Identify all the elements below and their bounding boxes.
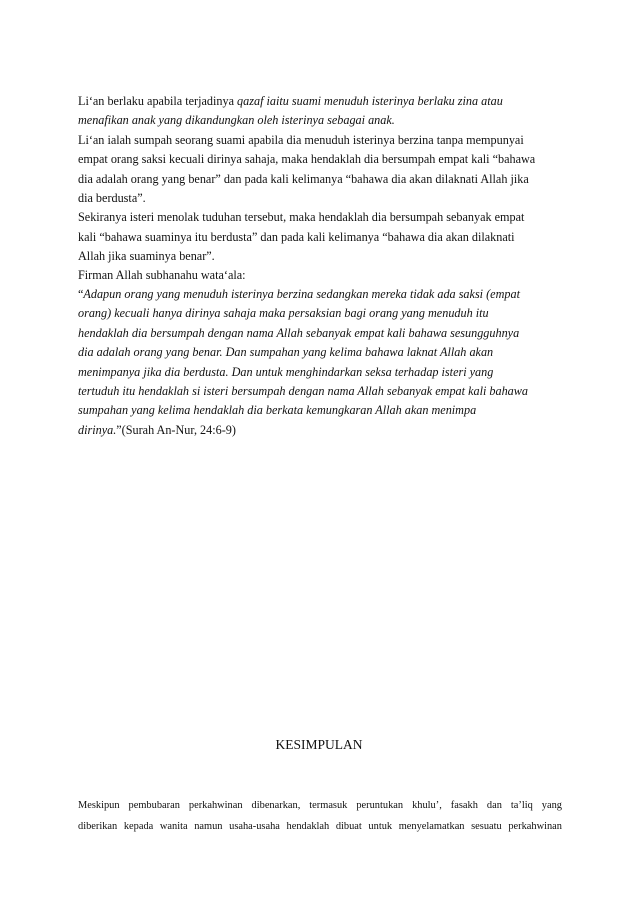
text-line bbox=[78, 131, 564, 150]
italic-segment: tertuduh itu hendaklah si isteri bersumpah dengan nama Allah sebanyak empat kali bahawa bbox=[78, 384, 528, 399]
text-line bbox=[78, 189, 564, 208]
text-segment: kali “bahawa suaminya itu berdusta” dan pada kali kelimanya “bahawa dia akan dilaknati bbox=[78, 229, 515, 244]
italic-segment: menafikan anak yang dikandungkan oleh isterinya sebagai anak. bbox=[78, 113, 395, 128]
text-line bbox=[78, 324, 564, 343]
section-heading-kesimpulan: KESIMPULAN bbox=[275, 737, 363, 752]
text-line bbox=[78, 150, 564, 169]
quran-quote bbox=[78, 285, 564, 440]
text-line bbox=[78, 816, 562, 837]
conclusion-paragraph bbox=[78, 795, 562, 837]
text-segment: Li‘an berlaku apabila terjadinya bbox=[78, 94, 238, 108]
lian-definition-paragraph bbox=[78, 92, 564, 267]
text-line bbox=[78, 363, 564, 382]
text-line bbox=[78, 795, 562, 816]
text-line bbox=[78, 401, 564, 420]
firman-intro bbox=[78, 266, 564, 285]
italic-segment: menimpanya jika dia berdusta. Dan untuk menghindarkan seksa terhadap isteri yang bbox=[78, 364, 494, 379]
text-line bbox=[78, 247, 564, 266]
text-line bbox=[78, 208, 564, 227]
text-line bbox=[78, 382, 564, 401]
text-line bbox=[78, 304, 564, 323]
italic-segment: hendaklah dia bersumpah dengan nama Allah sebanyak empat kali bahawa sesungguhnya bbox=[78, 325, 520, 340]
text-line bbox=[78, 170, 564, 189]
citation: ”(Surah An-Nur, 24:6-9) bbox=[116, 422, 236, 437]
text-segment: Sekiranya isteri menolak tuduhan tersebut, maka hendaklah dia bersumpah sebanyak empat bbox=[78, 210, 525, 225]
text-segment: diberikan kepada wanita namun usaha-usaha hendaklah dibuat untuk menyelamatkan sesuatu perkahwinan bbox=[78, 821, 562, 832]
text-segment: dia berdusta”. bbox=[78, 191, 146, 206]
text-segment: “ bbox=[78, 287, 84, 301]
italic-segment: qazaf iaitu suami menuduh isterinya berlaku zina atau bbox=[237, 94, 503, 108]
text-segment: dia adalah orang yang benar” dan pada kali kelimanya “bahawa dia akan dilaknati Allah jika bbox=[78, 171, 529, 186]
text-segment: Allah jika suaminya benar”. bbox=[78, 249, 215, 264]
italic-segment: orang) kecuali hanya dirinya sahaja maka persaksian bagi orang yang menuduh itu bbox=[78, 306, 489, 321]
text-segment: Meskipun pembubaran perkahwinan dibenarkan, termasuk peruntukan khulu’, fasakh dan ta’liq yang bbox=[78, 800, 562, 811]
text-line bbox=[78, 92, 564, 111]
text-line bbox=[78, 285, 564, 304]
text-line bbox=[78, 421, 564, 440]
text-line bbox=[78, 111, 564, 130]
italic-segment: dirinya. bbox=[78, 422, 117, 437]
text-line bbox=[78, 228, 564, 247]
text-line: Firman Allah subhanahu wata‘ala: bbox=[78, 268, 246, 282]
italic-segment: Adapun orang yang menuduh isterinya berzina sedangkan mereka tidak ada saksi (empat bbox=[83, 287, 520, 301]
text-segment: empat orang saksi kecuali dirinya sahaja, maka hendaklah dia bersumpah empat kali “bahawa bbox=[78, 152, 536, 167]
text-segment: Li‘an ialah sumpah seorang suami apabila dia menuduh isterinya berzina tanpa mempunyai bbox=[78, 132, 524, 147]
italic-segment: dia adalah orang yang benar. Dan sumpahan yang kelima bahawa laknat Allah akan bbox=[78, 345, 494, 360]
italic-segment: sumpahan yang kelima hendaklah dia berkata kemungkaran Allah akan menimpa bbox=[78, 403, 477, 418]
text-line bbox=[78, 343, 564, 362]
